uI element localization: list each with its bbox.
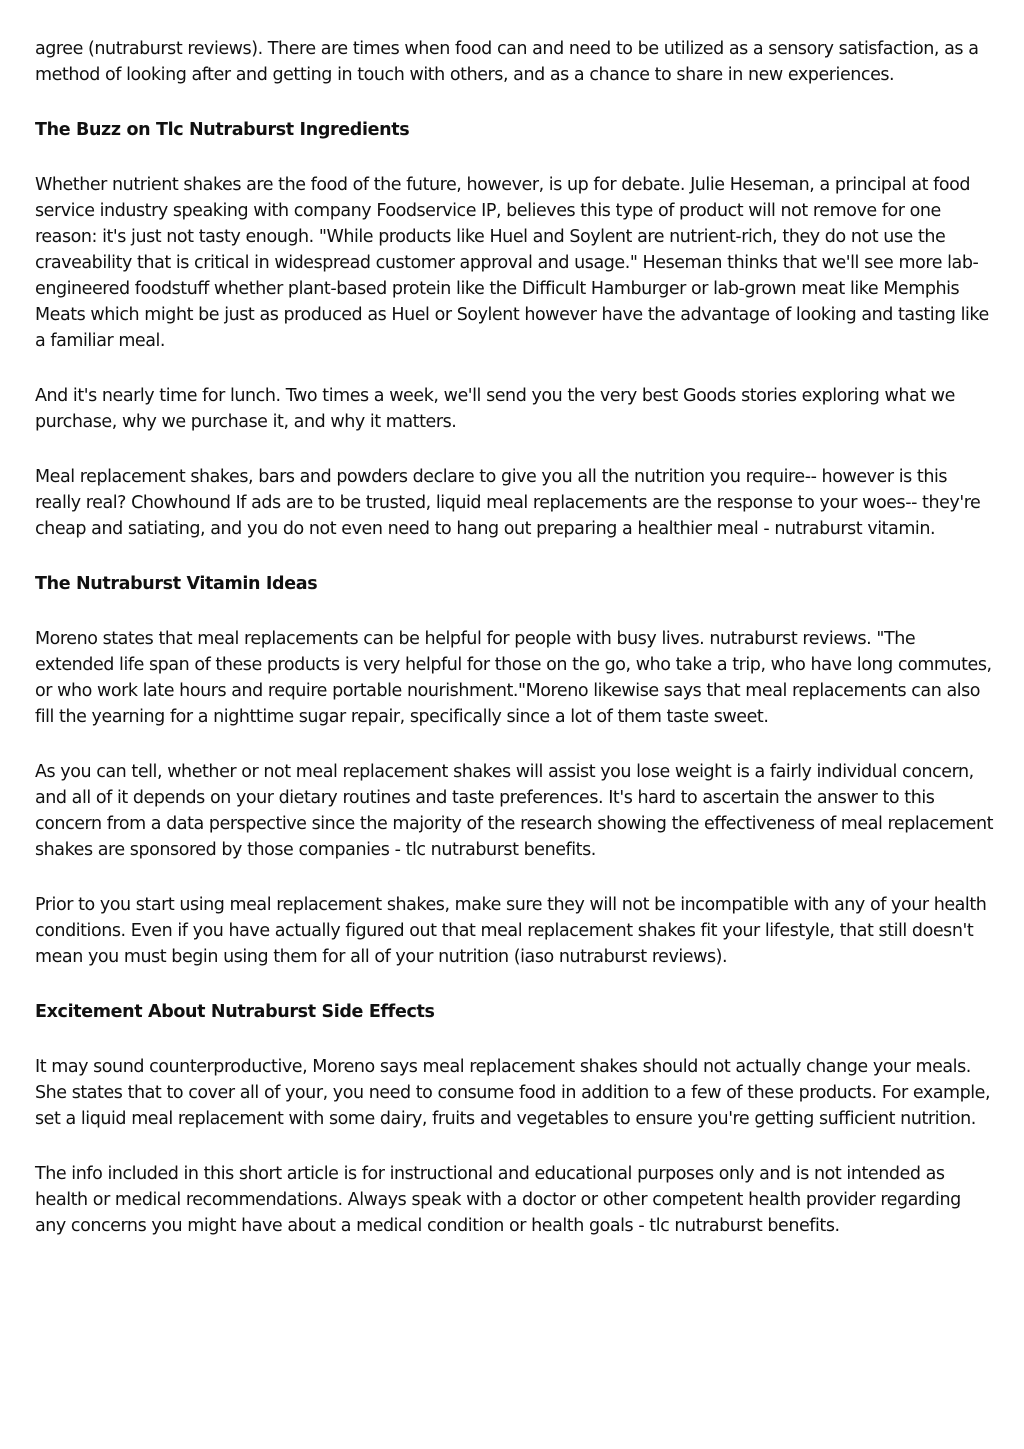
paragraph-disclaimer: The info included in this short article is for instructional and educational purposes only and is not intended as health or medical recommendations. Always speak with a doctor or other competent health provider regarding any concerns you might have about a medical condition or health goals - tlc nutraburst benefits. [35, 1164, 961, 1236]
paragraph-meal-replacement-claims: Meal replacement shakes, bars and powders declare to give you all the nutrition you require-- however is this really real? Chowhound If ads are to be trusted, liquid meal replacements are the response to your woes-- they're cheap and satiating, and you do not even need to hang out preparing a healthier meal - nutraburst vitamin. [35, 467, 981, 539]
paragraph-health-conditions: Prior to you start using meal replacement shakes, make sure they will not be incompatible with any of your health conditions. Even if you have actually figured out that meal replacement shakes fit your lifestyle, that still doesn't mean you must begin using them for all of your nutrition (iaso nutraburst reviews). [35, 895, 987, 967]
paragraph-nutrient-shakes-debate: Whether nutrient shakes are the food of the future, however, is up for debate. Julie Heseman, a principal at food service industry speaking with company Foodservice IP, believes this type of product will not remove for one reason: it's just not tasty enough. "While products like Huel and Soylent are nutrient-rich, they do not use the craveability that is critical in widespread customer approval and usage." Heseman thinks that we'll see more lab-engineered foodstuff whether plant-based protein like the Difficult Hamburger or lab-grown meat like Memphis Meats which might be just as produced as Huel or Soylent however have the advantage of looking and tasting like a familiar meal. [35, 175, 989, 351]
paragraph-busy-lives: Moreno states that meal replacements can be helpful for people with busy lives. nutraburst reviews. "The extended life span of these products is very helpful for those on the go, who take a trip, who have long commutes, or who work late hours and require portable nourishment."Moreno likewise says that meal replacements can also fill the yearning for a nighttime sugar repair, specifically since a lot of them taste sweet. [35, 629, 992, 727]
heading-buzz-ingredients: The Buzz on Tlc Nutraburst Ingredients [35, 120, 410, 140]
paragraph-counterproductive: It may sound counterproductive, Moreno says meal replacement shakes should not actually change your meals. She states that to cover all of your, you need to consume food in addition to a few of these products. For example, set a liquid meal replacement with some dairy, fruits and vegetables to ensure you're getting sufficient nutrition. [35, 1057, 991, 1129]
paragraph-weight-loss: As you can tell, whether or not meal replacement shakes will assist you lose weight is a fairly individual concern, and all of it depends on your dietary routines and taste preferences. It's hard to ascertain the answer to this concern from a data perspective since the majority of the research showing the effectiveness of meal replacement shakes are sponsored by those companies - tlc nutraburst benefits. [35, 762, 993, 860]
heading-side-effects: Excitement About Nutraburst Side Effects [35, 1002, 435, 1022]
paragraph-intro: agree (nutraburst reviews). There are times when food can and need to be utilized as a sensory satisfaction, as a method of looking after and getting in touch with others, and as a chance to share in new experiences. [35, 39, 979, 85]
paragraph-lunch-time: And it's nearly time for lunch. Two times a week, we'll send you the very best Goods stories exploring what we purchase, why we purchase it, and why it matters. [35, 386, 955, 432]
heading-vitamin-ideas: The Nutraburst Vitamin Ideas [35, 574, 318, 594]
article-body [35, 36, 995, 1268]
